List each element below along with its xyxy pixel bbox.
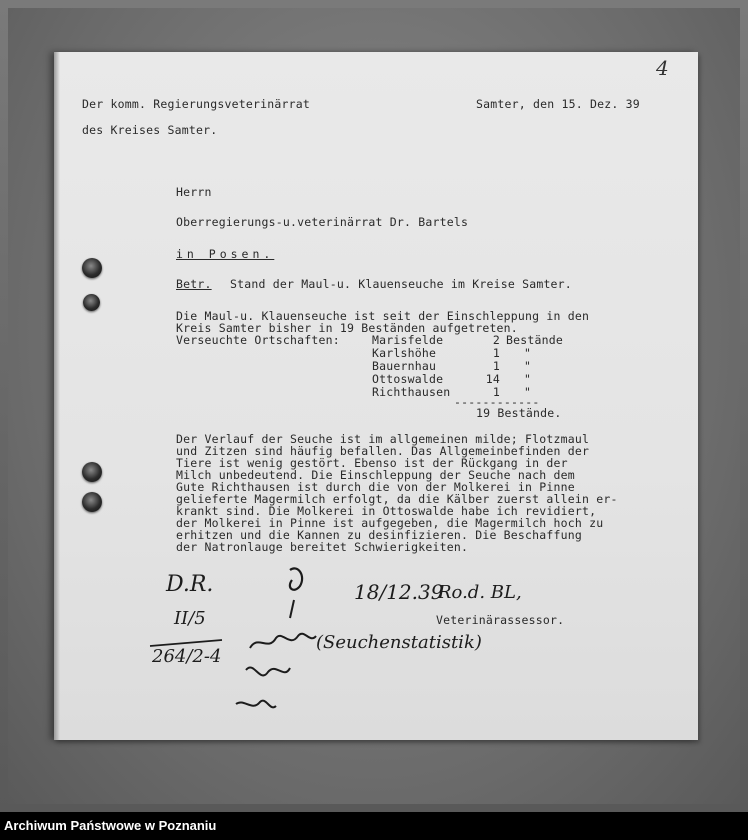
body-line: der Natronlauge bereitet Schwierigkeiten.: [176, 540, 469, 554]
signature-title: Veterinärassessor.: [436, 613, 565, 627]
recipient-name: Oberregierungs-u.veterinärrat Dr. Bartels: [176, 215, 469, 229]
subject-label: Betr.: [176, 277, 212, 291]
punch-hole: [83, 294, 100, 311]
table-place: Marisfelde: [372, 333, 444, 347]
handwritten-file-bottom: 264/2-4: [152, 646, 222, 667]
table-unit: ": [524, 385, 532, 399]
table-unit: ": [524, 346, 532, 360]
pen-scribble: [246, 667, 290, 675]
body-line: Tiere ist wenig gestört. Ebenso ist der Rückgang in der: [176, 456, 568, 470]
table-count: 1: [492, 385, 500, 399]
archive-footer: Archiwum Państwowe w Poznaniu: [0, 812, 748, 840]
handwritten-initials: D.R.: [166, 572, 214, 597]
table-label: Verseuchte Ortschaften:: [176, 333, 340, 347]
punch-hole: [82, 462, 102, 482]
table-place: Richthausen: [372, 385, 451, 399]
fraction-line: [150, 640, 222, 646]
table-place: Karlshöhe: [372, 346, 437, 360]
handwritten-category: (Seuchenstatistik): [316, 632, 482, 653]
pen-scribble: [250, 634, 316, 648]
intro-line-1: Die Maul-u. Klauenseuche ist seit der Einschleppung in den: [176, 309, 590, 323]
punch-hole: [82, 258, 102, 278]
table-place: Ottoswalde: [372, 372, 444, 386]
table-count: 1: [492, 346, 500, 360]
body-line: gelieferte Magermilch erfolgt, da die Kälber zuerst allein er-: [176, 492, 618, 506]
sender-line-2: des Kreises Samter.: [82, 123, 218, 137]
handwritten-file-top: II/5: [174, 608, 206, 629]
sender-line-1: Der komm. Regierungsveterinärrat: [82, 97, 310, 111]
punch-hole: [82, 492, 102, 512]
body-line: Gute Richthausen ist durch die von der Molkerei in Pinne: [176, 480, 575, 494]
table-place: Bauernhau: [372, 359, 437, 373]
body-line: Milch unbedeutend. Die Einschleppung der Seuche nach dem: [176, 468, 575, 482]
table-count: 14: [485, 372, 500, 386]
place-date: Samter, den 15. Dez. 39: [476, 97, 640, 111]
body-line: und Zitzen sind häufig befallen. Das Allgemeinbefinden der: [176, 444, 590, 458]
body-line: krankt sind. Die Molkerei in Ottoswalde habe ich revidiert,: [176, 504, 597, 518]
intro-line-2: Kreis Samter bisher in 19 Beständen aufgetreten.: [176, 321, 518, 335]
page-number-mark: 4: [656, 56, 669, 80]
salutation: Herrn: [176, 185, 212, 199]
table-unit: Bestände: [506, 333, 563, 347]
table-count: 2: [492, 333, 500, 347]
pen-scribble: [236, 701, 276, 708]
table-unit: ": [524, 372, 532, 386]
subject-text: Stand der Maul-u. Klauenseuche im Kreise Samter.: [230, 277, 572, 291]
handwritten-note: Ro.d. BL,: [438, 582, 522, 603]
handwritten-date: 18/12.39: [354, 580, 444, 604]
letter-page: [54, 52, 698, 740]
recipient-city: in Posen.: [176, 247, 275, 261]
table-rule: ------------: [454, 395, 540, 409]
table-unit: ": [524, 359, 532, 373]
pen-stroke: [290, 600, 294, 618]
handwriting-strokes: [54, 52, 698, 740]
pen-stroke-p: [290, 568, 302, 589]
body-line: der Molkerei in Pinne ist aufgegeben, die Magermilch hoch zu: [176, 516, 604, 530]
table-total: 19 Bestände.: [476, 406, 562, 420]
table-count: 1: [492, 359, 500, 373]
body-line: Der Verlauf der Seuche ist im allgemeinen milde; Flotzmaul: [176, 432, 590, 446]
body-line: erhitzen und die Kannen zu desinfizieren. Die Beschaffung: [176, 528, 583, 542]
